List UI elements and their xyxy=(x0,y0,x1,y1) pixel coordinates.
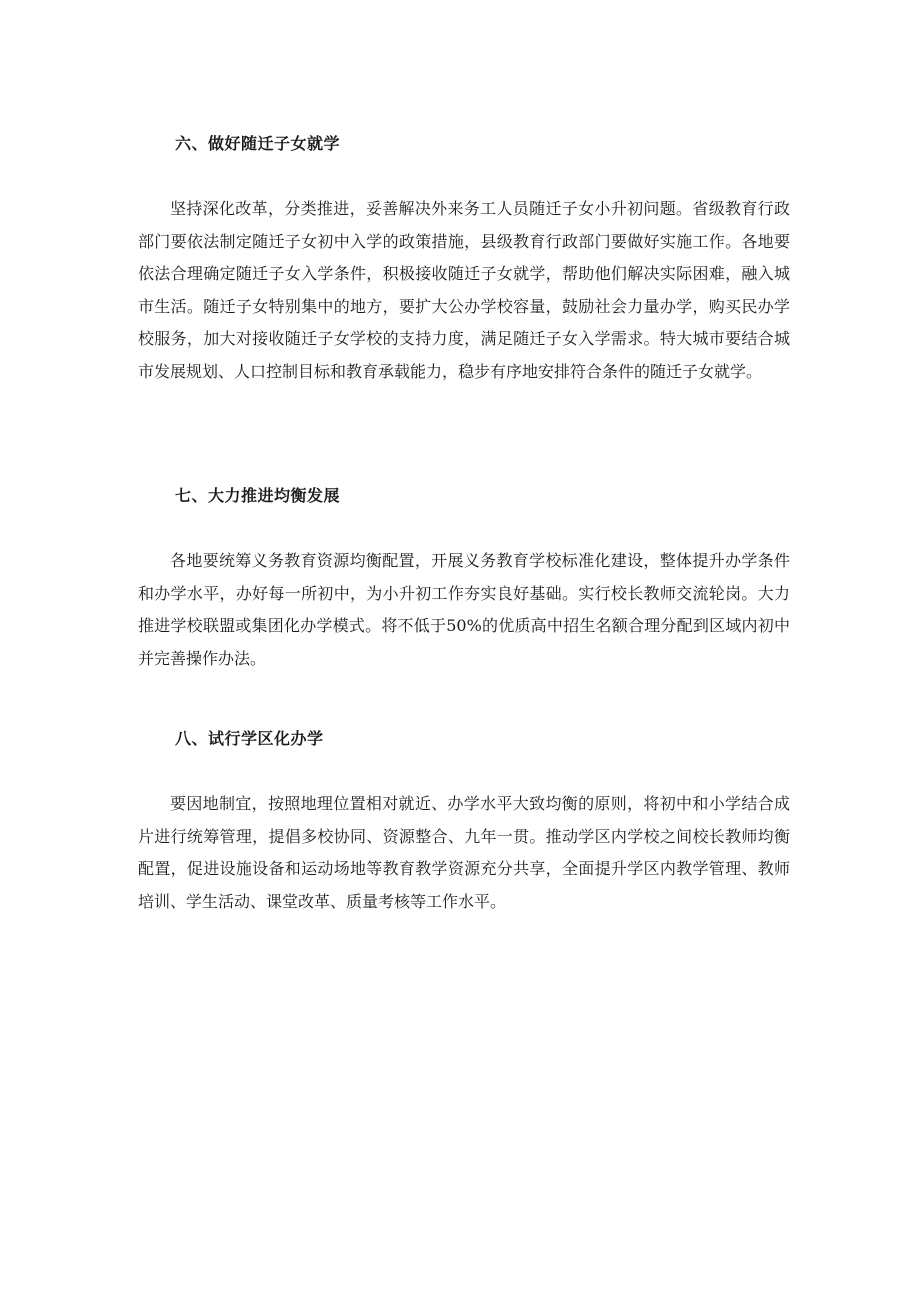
section-paragraph-6: 坚持深化改革，分类推进，妥善解决外来务工人员随迁子女小升初问题。省级教育行政部门要依法制定随迁子女初中入学的政策措施，县级教育行政部门要做好实施工作。各地要依法合理确定随迁子女入学条件，积极接收随迁子女就学，帮助他们解决实际困难，融入城市生活。随迁子女特别集中的地方，要扩大公办学校容量，鼓励社会力量办学，购买民办学校服务，加大对接收随迁子女学校的支持力度，满足随迁子女入学需求。特大城市要结合城市发展规划、人口控制目标和教育承载能力，稳步有序地安排符合条件的随迁子女就学。 xyxy=(138,199,790,381)
section-heading-7: 七、大力推进均衡发展 xyxy=(175,486,341,505)
section-heading-6: 六、做好随迁子女就学 xyxy=(175,134,341,153)
section-heading-8: 八、试行学区化办学 xyxy=(175,729,324,748)
section-paragraph-8: 要因地制宜，按照地理位置相对就近、办学水平大致均衡的原则，将初中和小学结合成片进行统筹管理，提倡多校协同、资源整合、九年一贯。推动学区内学校之间校长教师均衡配置，促进设施设备和运动场地等教育教学资源充分共享，全面提升学区内教学管理、教师培训、学生活动、课堂改革、质量考核等工作水平。 xyxy=(138,794,790,911)
section-paragraph-7: 各地要统筹义务教育资源均衡配置，开展义务教育学校标准化建设，整体提升办学条件和办学水平，办好每一所初中，为小升初工作夯实良好基础。实行校长教师交流轮岗。大力推进学校联盟或集团化办学模式。将不低于50%的优质高中招生名额合理分配到区域内初中并完善操作办法。 xyxy=(138,551,790,668)
